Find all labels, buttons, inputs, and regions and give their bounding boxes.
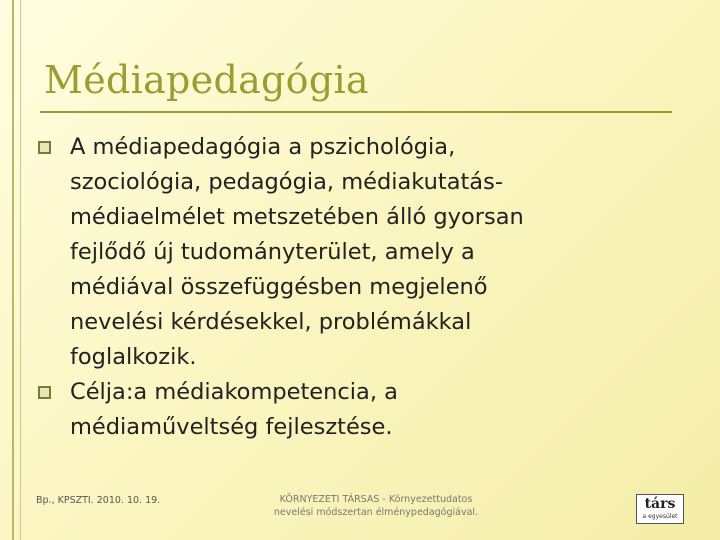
bullet-list [0, 130, 720, 445]
bullet-item-definition [0, 130, 660, 375]
tars-logo [636, 494, 684, 524]
bullet-line: médiaelmélet metszetében álló gyorsan [70, 204, 524, 230]
footer-caption-line: nevelési módszertan élménypedagógiával. [273, 507, 479, 518]
footer-caption-line: KÖRNYEZETI TÁRSAS - Környezettudatos [279, 494, 473, 505]
square-bullet-icon [38, 141, 51, 154]
bullet-line: szociológia, pedagógia, médiakutatás- [70, 169, 503, 195]
footer-caption [250, 493, 502, 519]
bullet-line: foglalkozik. [70, 344, 197, 370]
bullet-line: nevelési kérdésekkel, problémákkal [70, 309, 472, 335]
bullet-line: fejlődő új tudományterület, amely a [70, 239, 475, 265]
title-underline [40, 111, 672, 113]
footer-date: Bp., KPSZTI. 2010. 10. 19. [36, 495, 161, 506]
square-bullet-icon [38, 386, 51, 399]
logo-subtext: a egyesület [642, 513, 678, 520]
bullet-line: médiaműveltség fejlesztése. [70, 414, 393, 440]
bullet-line: médiával összefüggésben megjelenő [70, 274, 488, 300]
bullet-item-goal [0, 375, 660, 445]
slide-title: Médiapedagógia [44, 58, 369, 102]
bullet-line: Célja:a médiakompetencia, a [70, 379, 398, 405]
bullet-line: A médiapedagógia a pszichológia, [70, 134, 456, 160]
logo-text: társ [644, 496, 676, 512]
